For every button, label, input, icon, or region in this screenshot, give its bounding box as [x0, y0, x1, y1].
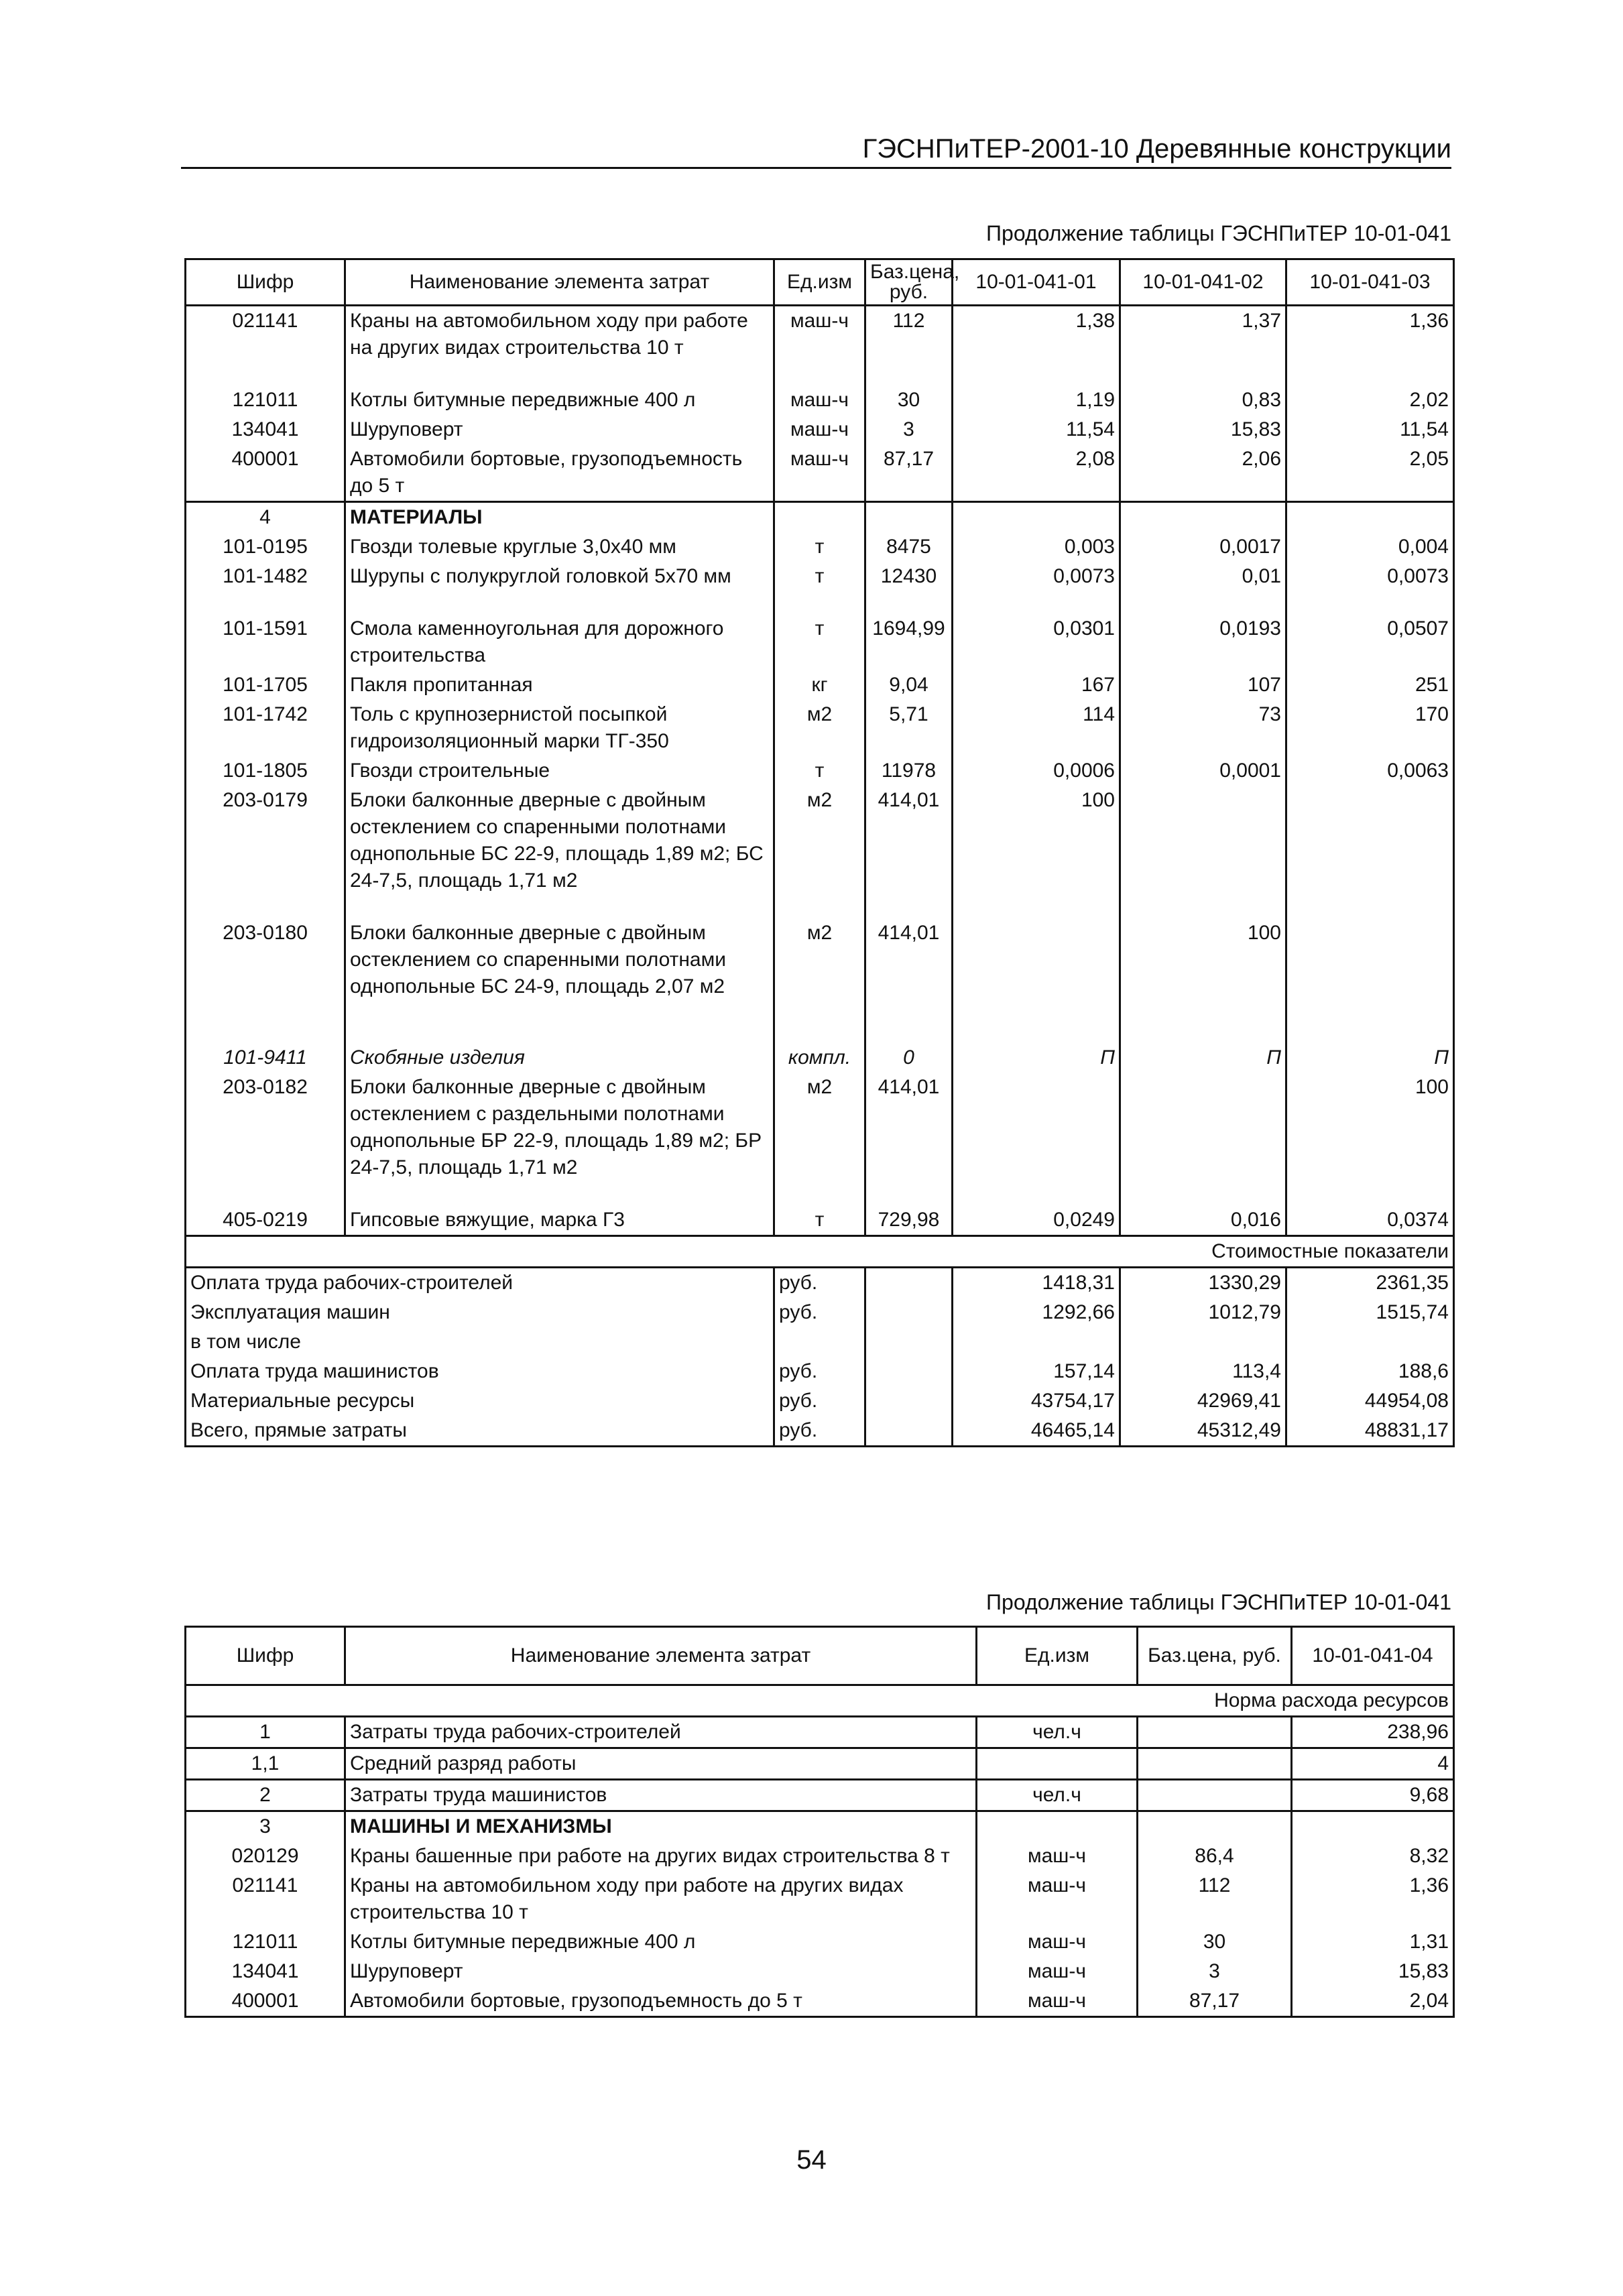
table-header-row	[186, 1627, 1454, 1685]
table-row: 2 Затраты труда машинистов чел.ч 9,68	[186, 1780, 1454, 1811]
table-row: 134041 Шуруповерт маш-ч 3 15,83	[186, 1957, 1454, 1986]
table-row: 021141 Краны на автомобильном ходу при работе на других видах строительства 10 т маш-ч 112 1,38 1,37 1,36	[186, 306, 1454, 386]
table-row: 1,1 Средний разряд работы 4	[186, 1748, 1454, 1780]
table-row: 203-0179 Блоки балконные дверные с двойным остеклением со спаренными полотнами однопольные БС 22-9, площадь 1,89 м2; БС 24-7,5, площадь 1,71 м2 м2 414,01 100	[186, 786, 1454, 918]
col-v2: 10-01-041-02	[1120, 259, 1286, 306]
page-number: 54	[796, 2145, 827, 2175]
table-row: 1 Затраты труда рабочих-строителей чел.ч 238,96	[186, 1717, 1454, 1748]
table-row: 021141 Краны на автомобильном ходу при работе на других видах строительства 10 т маш-ч 112 1,36	[186, 1871, 1454, 1927]
norm-header: Норма расхода ресурсов	[186, 1685, 1454, 1717]
cost-row: в том числе	[186, 1327, 1454, 1357]
col-name: Наименование элемента затрат	[345, 259, 774, 306]
table-row: 121011 Котлы битумные передвижные 400 л маш-ч 30 1,19 0,83 2,02	[186, 385, 1454, 415]
table-row: 400001 Автомобили бортовые, грузоподъемность до 5 т маш-ч 87,17 2,08 2,06 2,05	[186, 444, 1454, 502]
col-unit: Ед.изм	[977, 1627, 1138, 1685]
table-row: 203-0180 Блоки балконные дверные с двойным остеклением со спаренными полотнами однопольные БС 24-9, площадь 2,07 м2 м2 414,01 100	[186, 918, 1454, 1043]
col-name: Наименование элемента затрат	[345, 1627, 977, 1685]
section-row: 3 МАШИНЫ И МЕХАНИЗМЫ	[186, 1811, 1454, 1842]
table-row: 134041 Шуруповерт маш-ч 3 11,54 15,83 11,54	[186, 415, 1454, 444]
resource-table-2	[184, 1626, 1455, 2018]
table2-caption: Продолжение таблицы ГЭСНПиТЕР 10-01-041	[986, 1590, 1451, 1614]
col-price: Баз.цена, руб.	[1138, 1627, 1292, 1685]
table-row: 400001 Автомобили бортовые, грузоподъемность до 5 т маш-ч 87,17 2,04	[186, 1986, 1454, 2017]
norm-header-row	[186, 1685, 1454, 1717]
table-row: 101-1591 Смола каменноугольная для дорожного строительства т 1694,99 0,0301 0,0193 0,0507	[186, 614, 1454, 670]
table-row: 101-1805 Гвозди строительные т 11978 0,0006 0,0001 0,0063	[186, 756, 1454, 786]
resource-table-1	[184, 258, 1455, 1447]
table1-caption: Продолжение таблицы ГЭСНПиТЕР 10-01-041	[986, 221, 1451, 245]
page-header: ГЭСНПиТЕР-2001-10 Деревянные конструкции	[181, 134, 1451, 169]
cost-row: Оплата труда машинистов руб. 157,14 113,4 188,6	[186, 1357, 1454, 1386]
table-header-row	[186, 259, 1454, 306]
col-v3: 10-01-041-03	[1286, 259, 1454, 306]
section-row: 4 МАТЕРИАЛЫ	[186, 502, 1454, 533]
cost-header: Стоимостные показатели	[186, 1236, 1454, 1268]
col-unit: Ед.изм	[774, 259, 865, 306]
table-row: 405-0219 Гипсовые вяжущие, марка Г3 т 729,98 0,0249 0,016 0,0374	[186, 1205, 1454, 1236]
col-code: Шифр	[186, 1627, 345, 1685]
table-row: 121011 Котлы битумные передвижные 400 л маш-ч 30 1,31	[186, 1927, 1454, 1957]
table-row: 101-9411 Скобяные изделия компл. 0 П П П	[186, 1043, 1454, 1073]
table-row: 203-0182 Блоки балконные дверные с двойным остеклением с раздельными полотнами однопольные БР 22-9, площадь 1,89 м2; БР 24-7,5, площадь 1,71 м2 м2 414,01 100	[186, 1073, 1454, 1205]
cost-row: Оплата труда рабочих-строителей руб. 1418,31 1330,29 2361,35	[186, 1268, 1454, 1298]
table-row: 101-1742 Толь с крупнозернистой посыпкой гидроизоляционный марки ТГ-350 м2 5,71 114 73 170	[186, 700, 1454, 756]
col-v1: 10-01-041-01	[953, 259, 1120, 306]
cost-row: Всего, прямые затраты руб. 46465,14 45312,49 48831,17	[186, 1416, 1454, 1447]
col-price: Баз.цена, руб.	[865, 259, 953, 306]
cost-header-row	[186, 1236, 1454, 1268]
table-row: 101-0195 Гвозди толевые круглые 3,0х40 мм т 8475 0,003 0,0017 0,004	[186, 532, 1454, 562]
table-row: 020129 Краны башенные при работе на других видах строительства 8 т маш-ч 86,4 8,32	[186, 1841, 1454, 1871]
cost-row: Эксплуатация машин руб. 1292,66 1012,79 1515,74	[186, 1298, 1454, 1327]
table-row: 101-1705 Пакля пропитанная кг 9,04 167 107 251	[186, 670, 1454, 700]
col-code: Шифр	[186, 259, 345, 306]
cost-row: Материальные ресурсы руб. 43754,17 42969,41 44954,08	[186, 1386, 1454, 1416]
col-v1: 10-01-041-04	[1292, 1627, 1454, 1685]
table-row: 101-1482 Шурупы с полукруглой головкой 5х70 мм т 12430 0,0073 0,01 0,0073	[186, 562, 1454, 614]
